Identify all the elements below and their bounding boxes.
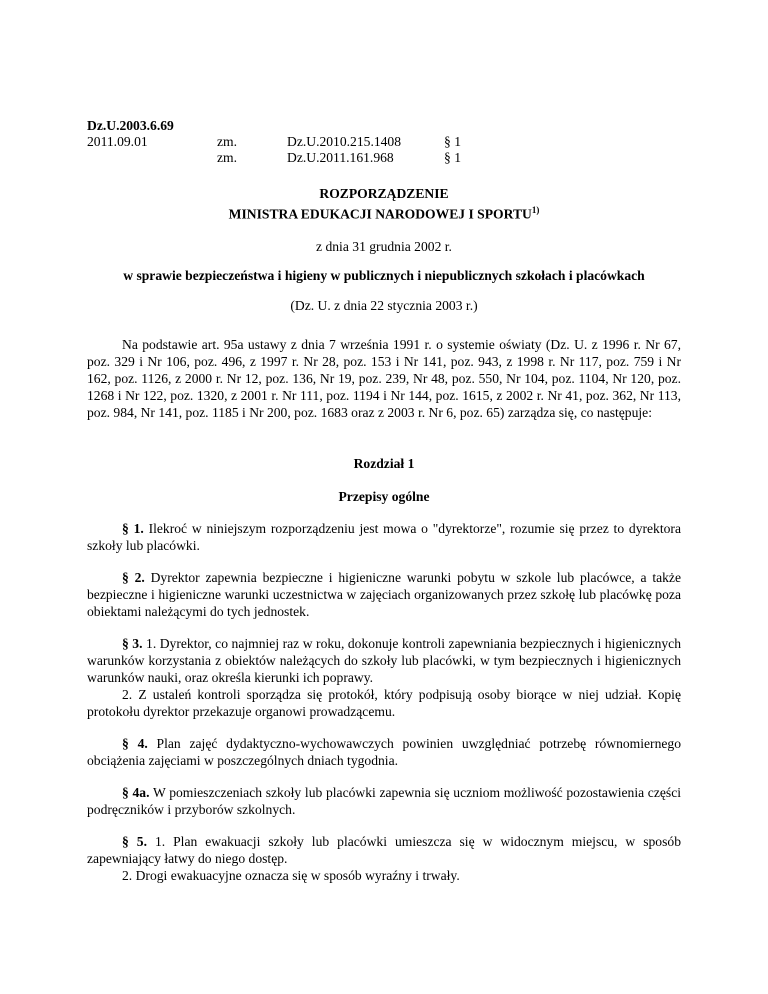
section-mark: § 2. xyxy=(122,569,145,585)
document-body xyxy=(87,118,681,884)
document-subject: w sprawie bezpieczeństwa i higieny w publicznych i niepublicznych szkołach i placówkach xyxy=(123,267,645,283)
section: § 5. 1. Plan ewakuacji szkoły lub placówki umieszcza się w widocznym miejscu, w sposób zapewniający łatwy do niego dostęp. 2. Drogi ewakuacyjne oznacza się w sposób wyraźny i trwały. xyxy=(87,833,681,883)
consolidation-date: 2011.09.01 xyxy=(87,134,148,149)
document-title xyxy=(87,185,681,223)
title-line-2: MINISTRA EDUKACJI NARODOWEJ I SPORTU$^{1)}$ xyxy=(228,205,540,222)
amendment-paragraph: § 1 xyxy=(444,150,461,165)
section-mark: § 4a. xyxy=(122,784,150,800)
amendment-label: zm. xyxy=(217,150,238,165)
section-paragraph: 2. Z ustaleń kontroli sporządza się protokół, który podpisują osoby biorące w niej udział. Kopię protokołu dyrektor przekazuje organowi prowadzącemu. xyxy=(87,686,681,719)
section: § 3. 1. Dyrektor, co najmniej raz w roku, dokonuje kontroli zapewniania bezpiecznych i higienicznych warunków korzystania z obiektów należących do szkoły lub placówki, w tym bezpiecznych i higienicznych warunków nauki, oraz określa kierunki ich poprawy. 2. Z ustaleń kontroli sporządza się protokół, który podpisują osoby biorące w niej udział. Kopię protokołu dyrektor przekazuje organowi prowadzącemu. xyxy=(87,635,681,719)
section-mark: § 5. xyxy=(122,833,147,849)
title-line-1: ROZPORZĄDZENIE xyxy=(319,186,449,201)
issue-date: z dnia 31 grudnia 2002 r. xyxy=(316,238,452,254)
section-paragraph: 2. Drogi ewakuacyjne oznacza się w sposób wyraźny i trwały. xyxy=(122,867,460,883)
footnote-mark: 1) xyxy=(531,205,540,215)
section-mark: § 3. xyxy=(122,635,143,651)
section: § 2. Dyrektor zapewnia bezpieczne i higieniczne warunki pobytu w szkole lub placówce, a także bezpieczne i higieniczne warunki uczestnictwa w zajęciach organizowanych przez szkołę lub placówkę poza obiektami należącymi do tych jednostek. xyxy=(87,569,681,619)
section: § 4. Plan zajęć dydaktyczno-wychowawczych powinien uwzględniać potrzebę równomiernego obciążenia zajęciami w poszczególnych dniach tygodnia. xyxy=(87,735,681,768)
chapter-name: Przepisy ogólne xyxy=(338,488,430,504)
section-mark: § 1. xyxy=(122,520,144,536)
section: § 4a. W pomieszczeniach szkoły lub placówki zapewnia się uczniom możliwość pozostawienia części podręczników i przyborów szkolnych. xyxy=(87,784,682,817)
amendment-ref: Dz.U.2011.161.968 xyxy=(287,150,394,165)
section: § 1. Ilekroć w niniejszym rozporządzeniu jest mowa o "dyrektorze", rozumie się przez to dyrektora szkoły lub placówki. xyxy=(87,520,681,553)
amendment-paragraph: § 1 xyxy=(444,134,461,149)
document-id: Dz.U.2003.6.69 xyxy=(87,118,174,133)
chapter-number: Rozdział 1 xyxy=(353,455,415,471)
document-header xyxy=(87,118,681,166)
section-mark: § 4. xyxy=(122,735,148,751)
publication-note: (Dz. U. z dnia 22 stycznia 2003 r.) xyxy=(290,297,478,313)
amendment-ref: Dz.U.2010.215.1408 xyxy=(287,134,402,149)
preamble: Na podstawie art. 95a ustawy z dnia 7 września 1991 r. o systemie oświaty (Dz. U. z 1996 r. Nr 67, poz. 329 i Nr 106, poz. 496, z 1997 r. Nr 28, poz. 153 i Nr 141, poz. 943, z 1998 r. Nr 117, poz. 759 i Nr 162, poz. 1126, z 2000 r. Nr 12, poz. 136, Nr 19, poz. 239, Nr 48, poz. 550, Nr 104, poz. 1104, Nr 120, poz. 1268 i Nr 122, poz. 1320, z 2001 r. Nr 111, poz. 1194 i Nr 144, poz. 1615, z 2002 r. Nr 41, poz. 362, Nr 113, poz. 984, Nr 141, poz. 1185 i Nr 200, poz. 1683 oraz z 2003 r. Nr 6, poz. 65) zarządza się, co następuje: xyxy=(87,336,681,420)
amendment-label: zm. xyxy=(217,134,238,149)
